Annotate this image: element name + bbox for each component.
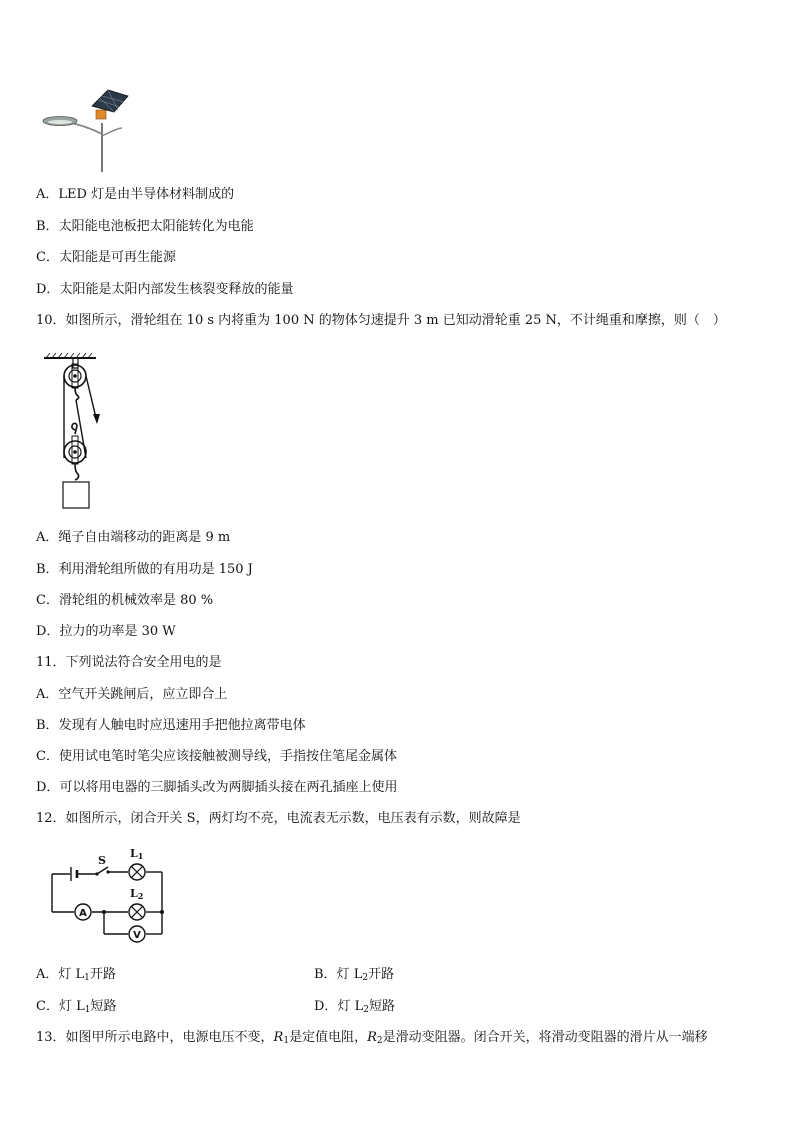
voltmeter-label: V <box>133 930 141 941</box>
q10-option-c: C．滑轮组的机械效率是 80 % <box>36 593 214 608</box>
q9-option-a: A．LED 灯是由半导体材料制成的 <box>36 187 235 202</box>
q12-option-a: A．灯 $L_1$开路 <box>36 967 116 983</box>
q11-option-b: B．发现有人触电时应迅速用手把他拉离带电体 <box>36 718 306 733</box>
q10-option-b: B．利用滑轮组所做的有用功是 150 J <box>36 562 253 577</box>
q12-stem: 12．如图所示，闭合开关 S，两灯均不亮，电流表无示数，电压表有示数，则故障是 <box>36 811 521 826</box>
q11-option-c: C．使用试电笔时笔尖应该接触被测导线，手指按住笔尾金属体 <box>36 749 397 764</box>
pulley-system-figure <box>40 350 110 515</box>
pull-arrow <box>93 414 100 424</box>
lamp-l1-label: L1 <box>130 847 144 861</box>
q12-option-c: C．灯 $L_1$短路 <box>36 999 117 1015</box>
movable-hook-top <box>72 423 77 434</box>
circuit-figure <box>40 844 180 948</box>
q9-option-b: B．太阳能电池板把太阳能转化为电能 <box>36 219 254 234</box>
switch-label: S <box>98 854 106 867</box>
switch-blade <box>97 867 108 874</box>
q11-stem: 11．下列说法符合安全用电的是 <box>36 655 222 670</box>
q11-option-d: D．可以将用电器的三脚插头改为两脚插头接在两孔插座上使用 <box>36 780 398 795</box>
lamp-l1 <box>129 864 145 880</box>
q12-option-b: B．灯 $L_2$开路 <box>314 967 395 983</box>
q13-stem: 13．如图甲所示电路中，电源电压不变，$R_1$是定值电阻，$R_2$是滑动变阻器。闭合开关，将滑动变阻器的滑片从一端移 <box>36 1030 708 1046</box>
solar-street-lamp-figure <box>38 88 134 178</box>
q9-option-c: C．太阳能是可再生能源 <box>36 250 176 265</box>
junction-right <box>160 910 164 914</box>
q9-option-d: D．太阳能是太阳内部发生核裂变释放的能量 <box>36 282 294 297</box>
battery-box <box>96 110 106 119</box>
fixed-hook <box>75 388 79 400</box>
ammeter-label: A <box>79 908 87 919</box>
lamp-l2-label: L2 <box>130 887 144 901</box>
load-block <box>63 482 89 508</box>
q10-stem: 10．如图所示，滑轮组在 10 s 内将重为 100 N 的物体匀速提升 3 m 已知动滑轮重 25 N，不计绳重和摩擦，则（ ） <box>36 313 726 328</box>
q10-option-d: D．拉力的功率是 30 W <box>36 624 176 639</box>
lamp-l2 <box>129 904 145 920</box>
q12-option-d: D．灯 $L_2$短路 <box>314 999 395 1015</box>
solar-panel <box>92 90 128 112</box>
junction-left <box>102 910 106 914</box>
q10-option-a: A．绳子自由端移动的距离是 9 m <box>36 530 231 545</box>
q11-option-a: A．空气开关跳闸后，应立即合上 <box>36 687 228 702</box>
